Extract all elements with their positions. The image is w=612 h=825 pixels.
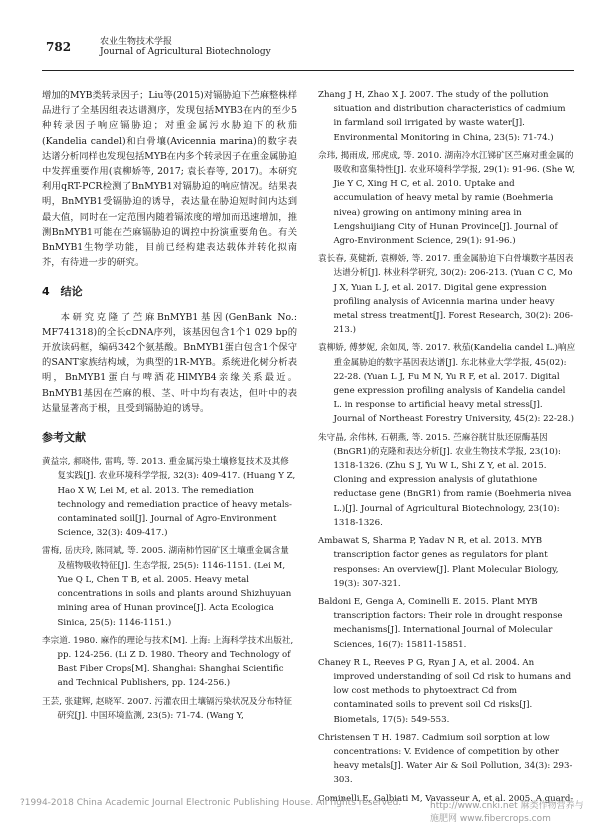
reference-item: Christensen T H. 1987. Cadmium soil sorption at low concentrations: V. Evidence of competition by other heavy metals[J]. Water Air & Soil Pollution, 34(3): 293-303. xyxy=(318,732,573,786)
page-number: 782 xyxy=(46,40,72,54)
cnki-link[interactable]: http://www.cnki.net xyxy=(430,801,518,811)
discussion-paragraph: 增加的MYB类转录因子；Liu等(2015)对镉胁迫下苎麻整株样品进行了全基因组表达谱测序，发现包括MYB3在内的至少5种转录因子响应镉胁迫；对重金属污水胁迫下的秋茄(Kandelia candel)和白骨壤(Avicennia marina)的数字表达谱分析同样也发现包括MYB在内多个转录因子在重金属胁迫中发挥重要作用(袁柳娇等, 2017; 袁长春等, 2017)。本研究利用qRT-PCR检测了BnMYB1对镉胁迫的响应情况。结果表明，BnMYB1受镉胁迫的诱导，表达量在胁迫短时间内达到最大值，同时在一定范围内随着镉浓度的增加而迅速增加，推测BnMYB1可能在苎麻镉胁迫的调控中扮演重要角色。有关BnMYB1生物学功能，目前已经构建表达载体并转化拟南芥，有待进一步的研究。 xyxy=(42,90,297,269)
reference-item: 黄益宗, 郝晓伟, 雷鸣, 等. 2013. 重金属污染土壤修复技术及其修复实践[J]. 农业环境科学学报, 32(3): 409-417. (Huang Y Z, Hao X W, Lei M, et al. 2013. The remediation technology and remediation practice of heavy metals-contaminated soil[J]. Journal of Agro-Environment Science, 32(3): 409-417.) xyxy=(42,457,296,539)
left-column xyxy=(42,88,297,727)
header-rule xyxy=(42,70,574,71)
journal-title-cn: 农业生物技术学报 xyxy=(100,37,173,47)
reference-item: Chaney R L, Reeves P G, Ryan J A, et al. 2004. An improved understanding of soil Cd risk to humans and low cost methods to phytoextract Cd from contaminated soils to prevent soil Cd risks[J]. Biometals, 17(5): 549-553. xyxy=(318,657,572,725)
reference-item: Baldoni E, Genga A, Cominelli E. 2015. Plant MYB transcription factors: Their role in drought response mechanisms[J]. International Journal of Molecular Sciences, 16(7): 15811-15851. xyxy=(318,596,563,650)
reference-item: 袁长春, 莫健新, 袁柳娇, 等. 2017. 重金属胁迫下白骨壤数字基因表达谱分析[J]. 林业科学研究, 30(2): 206-213. (Yuan C C, Mo J X, Yuan L J, et al. 2017. Digital gene expression profiling analysis of Avicennia marina under heavy metal stress treatment[J]. Forest Research, 30(2): 206-213.) xyxy=(318,254,574,336)
conclusion-heading: 4 结论 xyxy=(42,285,83,299)
reference-item: 李宗道. 1980. 麻作的理论与技术[M]. 上海: 上海科学技术出版社, pp. 124-256. (Li Z D. 1980. Theory and Technology of Bast Fiber Crops[M]. Shanghai: Shanghai Scientific and Technical Publishers, pp. 124-256.) xyxy=(42,635,294,689)
reference-item: 雷梅, 岳庆玲, 陈同斌, 等. 2005. 湖南柿竹园矿区土壤重金属含量及植物吸收特征[J]. 生态学报, 25(5): 1146-1151. (Lei M, Yue Q L, Chen T B, et al. 2005. Heavy metal concentrations in soils and plants around Shizhuyuan mining area of Hunan province[J]. Acta Ecologica Sinica, 25(5): 1146-1151.) xyxy=(42,546,292,628)
reference-item: 王芸, 张建辉, 赵晓军. 2007. 污灌农田土壤镉污染状况及分布特征研究[J]. 中国环境监测, 23(5): 71-74. (Wang Y, xyxy=(42,696,292,721)
right-column xyxy=(318,88,576,810)
reference-item: 佘玮, 揭雨成, 邢虎成, 等. 2010. 湖南冷水江锑矿区苎麻对重金属的吸收和富集特性[J]. 农业环境科学学报, 29(1): 91-96. (She W, Jie Y C, Xing H C, et al. 2010. Uptake and accumulation of heavy metal by ramie (Boehmeria nivea) growing on antimony mining area in Lengshuijiang City of Hunan Province[J]. Journal of Agro-Environment Science, 29(1): 91-96.) xyxy=(318,150,576,247)
conclusion-paragraph: 本研究克隆了苎麻BnMYB1基因(GenBank No.: MF741318)的全长cDNA序列，该基因包含1个1 029 bp的开放读码框，编码342个氨基酸。BnMYB1蛋白包含1个保守的SANT家族结构域，为典型的1R-MYB。系统进化树分析表明，BnMYB1蛋白与啤酒花HlMYB4亲缘关系最近。BnMYB1基因在苎麻的根、茎、叶中均有表达，但叶中的表达量显著高于根，且受到镉胁迫的诱导。 xyxy=(42,311,297,414)
references-heading: 参考文献 xyxy=(42,431,86,445)
reference-item: Zhang J H, Zhao X J. 2007. The study of the pollution situation and distribution characteristics of cadmium in farmland soil irrigated by waste water[J]. Environmental Monitoring in China, 23(5): 71-74.) xyxy=(318,90,566,143)
watermark-text: 麻类作物营养与施肥网 www.fibercrops.com xyxy=(430,801,584,824)
page-header xyxy=(42,30,572,70)
reference-item: 朱守晶, 余伟林, 石朝燕, 等. 2015. 苎麻谷胱甘肽还原酶基因(BnGR1)的克隆和表达分析[J]. 农业生物技术学报, 23(10): 1318-1326. (Zhu S J, Yu W L, Shi Z Y, et al. 2015. Cloning and expression analysis of glutathione reductase gene (BnGR1) from ramie (Boehmeria nivea L.)[J]. Journal of Agricultural Biotechnology, 23(10): 1318-1326. xyxy=(318,432,572,528)
copyright-notice: ?1994-2018 China Academic Journal Electronic Publishing House. All rights reserved. xyxy=(20,798,402,808)
reference-item: Ambawat S, Sharma P, Yadav N R, et al. 2013. MYB transcription factor genes as regulators for plant responses: An overview[J]. Plant Molecular Biology, 19(3): 307-321. xyxy=(318,536,559,589)
reference-item: Cominelli E, Galbiati M, Vavasseur A, et al. 2005. A guard- xyxy=(318,793,574,804)
journal-title-en: Journal of Agricultural Biotechnology xyxy=(100,47,271,57)
reference-item: 袁柳娇, 傅梦妮, 余如凤, 等. 2017. 秋茄(Kandelia candel L.)响应重金属胁迫的数字基因表达谱[J]. 东北林业大学学报, 45(02): 22-28. (Yuan L J, Fu M N, Yu R F, et al. 2017. Digital gene expression profiling analysis of Kandelia candel L. in response to artificial heavy metal stress[J]. Journal of Northeast Forestry University, 45(2): 22-28.) xyxy=(318,343,576,425)
